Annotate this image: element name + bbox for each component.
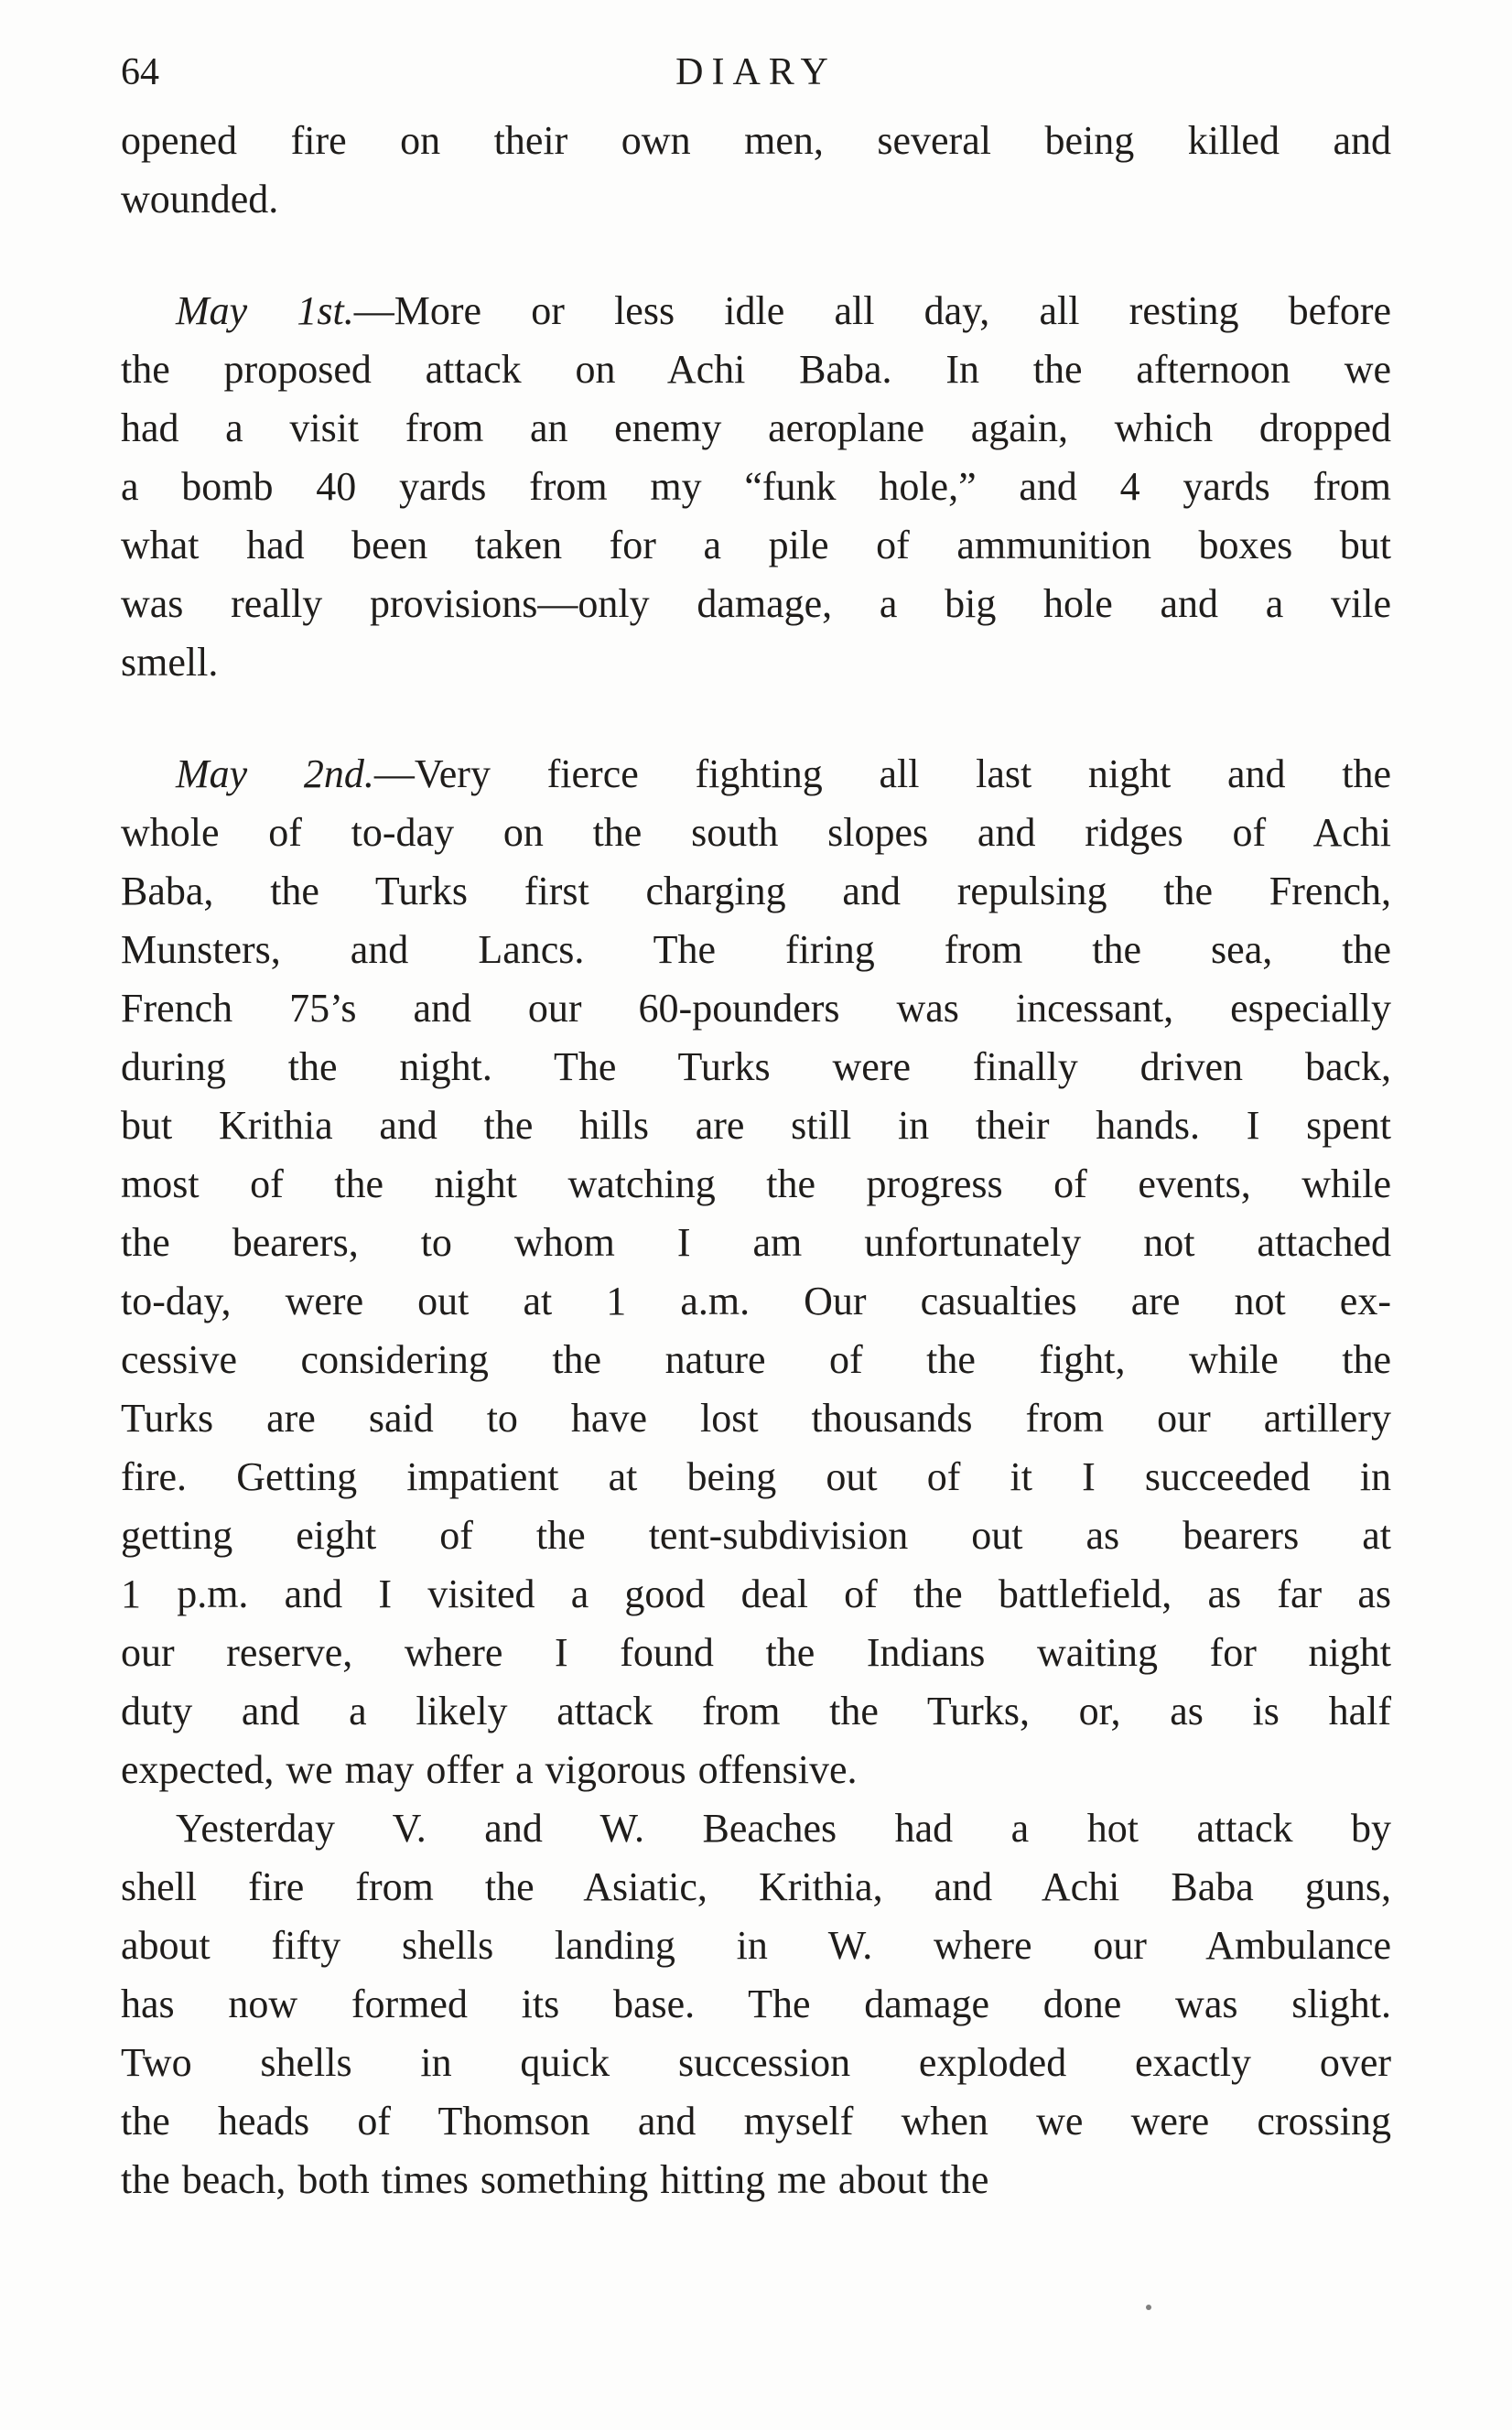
text-line: the bearers, to whom I am unfortunately not attached	[121, 1220, 1391, 1265]
text-line: the proposed attack on Achi Baba. In the afternoon we	[121, 347, 1391, 392]
text-line: the beach, both times something hitting me about the	[121, 2157, 989, 2202]
running-head	[121, 46, 1391, 99]
text-line: smell.	[121, 640, 219, 685]
text-line: fire. Getting impatient at being out of it I succeeded in	[121, 1454, 1391, 1499]
text-line: May 1st.—More or less idle all day, all resting before	[176, 288, 1391, 333]
diary-entry-may-1st	[121, 282, 1391, 692]
text-line: was really provisions—only damage, a big hole and a vile	[121, 581, 1391, 626]
text-line: our reserve, where I found the Indians waiting for night	[121, 1630, 1391, 1675]
text-line: French 75’s and our 60-pounders was incessant, especially	[121, 986, 1391, 1031]
text-line: Baba, the Turks first charging and repulsing the French,	[121, 869, 1391, 913]
text-line: opened fire on their own men, several being killed and	[121, 118, 1391, 163]
text-line: Munsters, and Lancs. The firing from the sea, the	[121, 927, 1391, 972]
entry-date: May 1st.	[176, 288, 354, 333]
text-line: during the night. The Turks were finally driven back,	[121, 1044, 1391, 1089]
text-line: the heads of Thomson and myself when we were crossing	[121, 2099, 1391, 2144]
diary-entry-may-2nd	[121, 745, 1391, 1799]
page-body-text	[121, 112, 1391, 2209]
text-line: Two shells in quick succession exploded exactly over	[121, 2040, 1391, 2085]
text-line: about fifty shells landing in W. where our Ambulance	[121, 1923, 1391, 1968]
text-line: Turks are said to have lost thousands from our artillery	[121, 1396, 1391, 1441]
running-head-title: DIARY	[675, 51, 837, 93]
entry-date: May 2nd.	[176, 751, 374, 796]
text-line: but Krithia and the hills are still in their hands. I spent	[121, 1103, 1391, 1148]
text-line: most of the night watching the progress of events, while	[121, 1161, 1391, 1206]
text-line: whole of to-day on the south slopes and ridges of Achi	[121, 810, 1391, 855]
text-line: Yesterday V. and W. Beaches had a hot attack by	[176, 1806, 1391, 1851]
text-line: to-day, were out at 1 a.m. Our casualties are not ex-	[121, 1279, 1391, 1323]
page-number: 64	[121, 51, 159, 93]
scan-artifact-dot	[1146, 2305, 1151, 2310]
text-line: expected, we may offer a vigorous offensive.	[121, 1747, 858, 1792]
paragraph-yesterday-beaches	[121, 1799, 1391, 2209]
text-line: what had been taken for a pile of ammunition boxes but	[121, 523, 1391, 567]
text-line: May 2nd.—Very fierce fighting all last night and the	[176, 751, 1391, 796]
paragraph-continuation	[121, 112, 1391, 229]
text-line: getting eight of the tent-subdivision out as bearers at	[121, 1513, 1391, 1558]
text-line: had a visit from an enemy aeroplane again, which dropped	[121, 405, 1391, 450]
text-line: duty and a likely attack from the Turks, or, as is half	[121, 1689, 1391, 1733]
text-line: shell fire from the Asiatic, Krithia, and Achi Baba guns,	[121, 1864, 1391, 1909]
text-line: wounded.	[121, 177, 279, 221]
text-line: a bomb 40 yards from my “funk hole,” and 4 yards from	[121, 464, 1391, 509]
text-line: cessive considering the nature of the fight, while the	[121, 1337, 1391, 1382]
text-line: has now formed its base. The damage done was slight.	[121, 1982, 1391, 2026]
text-line: 1 p.m. and I visited a good deal of the battlefield, as far as	[121, 1571, 1391, 1616]
